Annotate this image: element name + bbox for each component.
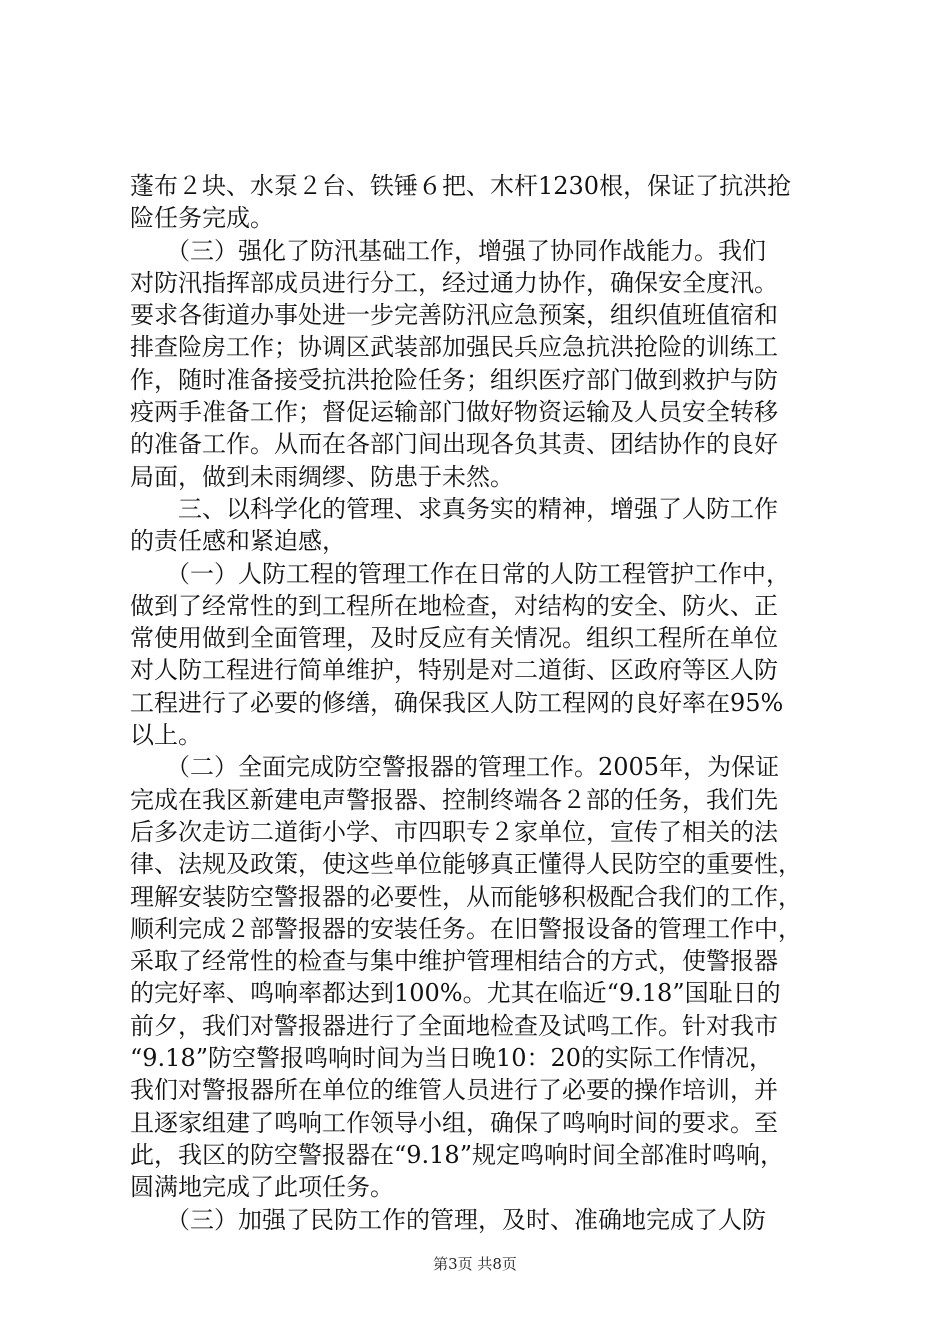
text-line: 前夕，我们对警报器进行了全面地检查及试鸣工作。针对我市 <box>130 1011 778 1040</box>
text-line: 对防汛指挥部成员进行分工，经过通力协作，确保安全度汛。 <box>130 268 778 297</box>
text-line: 对人防工程进行简单维护，特别是对二道街、区政府等区人防 <box>130 656 778 685</box>
text-line: 作，随时准备接受抗洪抢险任务；组织医疗部门做到救护与防 <box>130 365 778 394</box>
text-line: 的准备工作。从而在各部门间出现各负其责、团结协作的良好 <box>130 430 778 459</box>
document-body <box>130 170 830 1236</box>
text-line: 理解安装防空警报器的必要性，从而能够积极配合我们的工作， <box>130 882 802 911</box>
text-line: 蓬布２块、水泵２台、铁锤６把、木杆1230根，保证了抗洪抢 <box>130 172 792 200</box>
text-line: 顺利完成２部警报器的安装任务。在旧警报设备的管理工作中， <box>130 914 802 943</box>
text-line: 做到了经常性的到工程所在地检查，对结构的安全、防火、正 <box>130 591 778 620</box>
text-line: 排查险房工作；协调区武装部加强民兵应急抗洪抢险的训练工 <box>130 333 778 362</box>
text-line: 险任务完成。 <box>130 204 274 233</box>
text-line: （三）强化了防汛基础工作，增强了协同作战能力。我们 <box>130 236 766 265</box>
text-line: 律、法规及政策，使这些单位能够真正懂得人民防空的重要性， <box>130 850 802 879</box>
text-line: “9.18”防空警报鸣响时间为当日晚10：20的实际工作情况， <box>130 1044 774 1073</box>
text-line: （二）全面完成防空警报器的管理工作。2005年，为保证 <box>130 753 780 782</box>
text-line: 且逐家组建了鸣响工作领导小组，确保了鸣响时间的要求。至 <box>130 1108 778 1137</box>
text-line: 后多次走访二道街小学、市四职专２家单位，宣传了相关的法 <box>130 817 778 846</box>
text-line: 工程进行了必要的修缮，确保我区人防工程网的良好率在95% <box>130 688 784 717</box>
text-line: 采取了经常性的检查与集中维护管理相结合的方式，使警报器 <box>130 947 778 976</box>
text-line: 完成在我区新建电声警报器、控制终端各２部的任务，我们先 <box>130 785 778 814</box>
text-line: 三、以科学化的管理、求真务实的精神，增强了人防工作 <box>130 494 778 523</box>
text-line: （三）加强了民防工作的管理，及时、准确地完成了人防 <box>130 1205 766 1234</box>
text-line: 以上。 <box>130 721 202 750</box>
text-line: （一）人防工程的管理工作在日常的人防工程管护工作中， <box>130 559 790 588</box>
page-number-footer: 第3页 共8页 <box>433 1255 517 1273</box>
text-line: 圆满地完成了此项任务。 <box>130 1173 394 1202</box>
text-line: 要求各街道办事处进一步完善防汛应急预案，组织值班值宿和 <box>130 301 778 330</box>
text-line: 疫两手准备工作；督促运输部门做好物资运输及人员安全转移 <box>130 398 778 427</box>
text-line: 的责任感和紧迫感， <box>130 527 346 556</box>
text-line: 我们对警报器所在单位的维管人员进行了必要的操作培训，并 <box>130 1076 778 1105</box>
text-line: 局面，做到未雨绸缪、防患于未然。 <box>130 462 514 491</box>
text-line: 此，我区的防空警报器在“9.18”规定鸣响时间全部准时鸣响， <box>130 1140 784 1169</box>
text-line: 常使用做到全面管理，及时反应有关情况。组织工程所在单位 <box>130 624 778 653</box>
text-line: 的完好率、鸣响率都达到100%。尤其在临近“9.18”国耻日的 <box>130 979 781 1008</box>
